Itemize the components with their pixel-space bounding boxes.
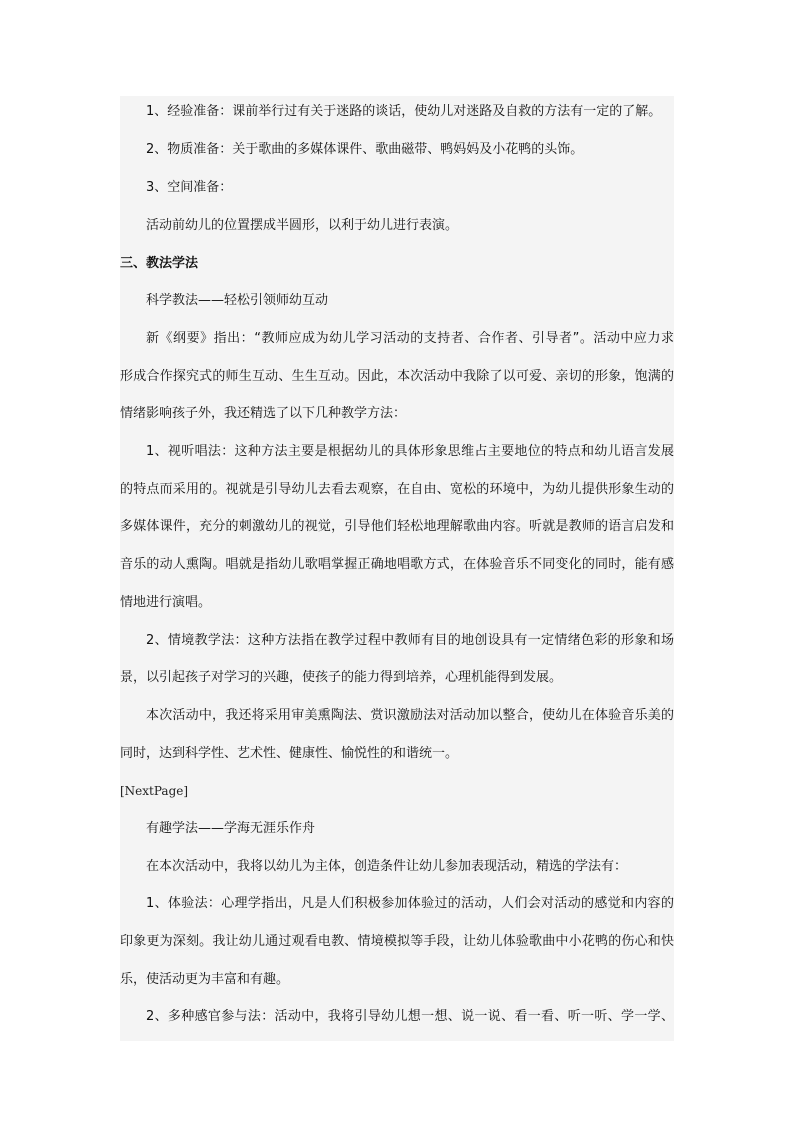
text-line: 1、视听唱法：这种方法主要是根据幼儿的具体形象思维占主要地位的特点和幼儿语言发展: [146, 444, 674, 459]
text-line: 情绪影响孩子外，我还精选了以下几种教学方法：: [120, 406, 407, 421]
text-line: 1、体验法：心理学指出，凡是人们积极参加体验过的活动，人们会对活动的感觉和内容的: [146, 896, 674, 911]
text-line: 3、空间准备：: [146, 180, 233, 195]
text-line: 多媒体课件，充分的刺激幼儿的视觉，引导他们轻松地理解歌曲内容。听就是教师的语言启发和: [120, 519, 674, 534]
text-line: 同时，达到科学性、艺术性、健康性、愉悦性的和谐统一。: [120, 746, 459, 761]
text-line: 在本次活动中，我将以幼儿为主体，创造条件让幼儿参加表现活动，精选的学法有：: [146, 859, 628, 874]
text-line: 1、经验准备：课前举行过有关于迷路的谈话，使幼儿对迷路及自救的方法有一定的了解。: [146, 104, 662, 119]
text-line: 本次活动中，我还将采用审美熏陶法、赏识激励法对活动加以整合，使幼儿在体验音乐美的: [146, 708, 674, 723]
page-break-marker: [NextPage]: [120, 784, 189, 798]
text-line: 的特点而采用的。视就是引导幼儿去看去观察，在自由、宽松的环境中，为幼儿提供形象生动的: [120, 482, 674, 497]
text-line: 音乐的动人熏陶。唱就是指幼儿歌唱掌握正确地唱歌方式，在体验音乐不同变化的同时，能有感: [120, 557, 674, 572]
text-line: 2、情境教学法：这种方法指在教学过程中教师有目的地创设具有一定情绪色彩的形象和场: [146, 633, 674, 648]
text-line: 活动前幼儿的位置摆成半圆形，以利于幼儿进行表演。: [146, 218, 459, 233]
text-line: 乐，使活动更为丰富和有趣。: [120, 972, 290, 987]
text-line: 形成合作探究式的师生互动、生生互动。因此，本次活动中我除了以可爱、亲切的形象，饱满的: [120, 369, 674, 384]
subsection-title: 科学教法——轻松引领师幼互动: [146, 293, 329, 308]
section-heading: 三、教法学法: [120, 256, 199, 271]
text-line: 情地进行演唱。: [120, 595, 212, 610]
text-line: 2、多种感官参与法：活动中，我将引导幼儿想一想、说一说、看一看、听一听、学一学、: [146, 1009, 674, 1024]
text-line: 2、物质准备：关于歌曲的多媒体课件、歌曲磁带、鸭妈妈及小花鸭的头饰。: [146, 142, 584, 157]
document-page: [120, 96, 674, 1041]
text-line: 印象更为深刻。我让幼儿通过观看电教、情境模拟等手段，让幼儿体验歌曲中小花鸭的伤心和快: [120, 934, 674, 949]
text-line: 新《纲要》指出：“教师应成为幼儿学习活动的支持者、合作者、引导者”。活动中应力求: [146, 331, 674, 346]
text-line: 景，以引起孩子对学习的兴趣，使孩子的能力得到培养，心理机能得到发展。: [120, 670, 563, 685]
subsection-title: 有趣学法——学海无涯乐作舟: [146, 821, 316, 836]
